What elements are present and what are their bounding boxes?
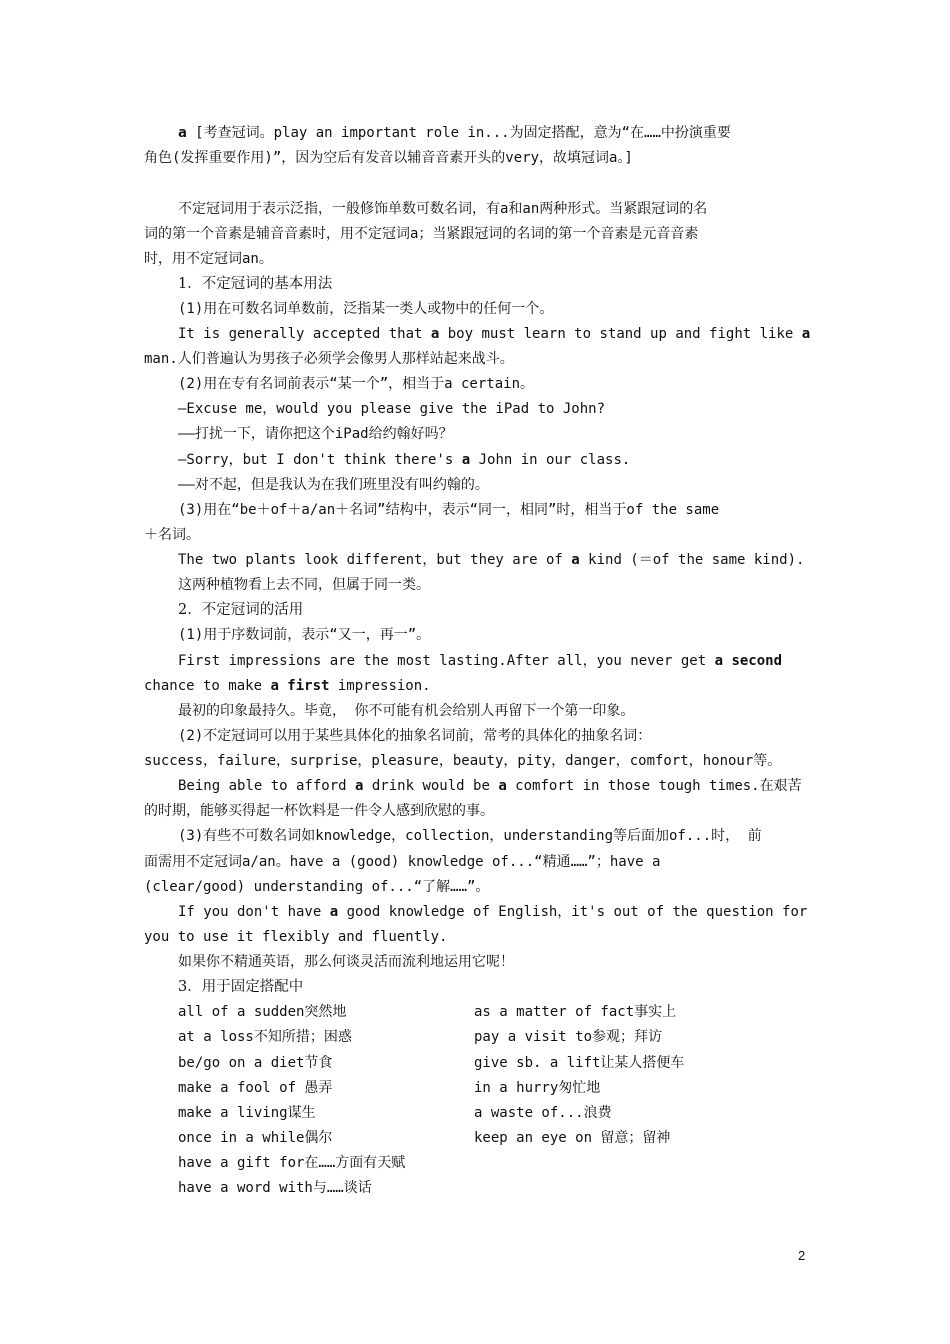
dialog-line-4: ——对不起，但是我认为在我们班里没有叫约翰的。 bbox=[178, 477, 489, 493]
section-2-example-1: First impressions are the most lasting.After all，you never get a second bbox=[178, 653, 783, 669]
section-3-heading: 3．用于固定搭配中 bbox=[178, 979, 304, 995]
section-2-example-2: Being able to afford a drink would be a comfort in those tough times.在艰苦 bbox=[178, 778, 802, 794]
phrase-left-3: be/go on a diet节食 bbox=[178, 1055, 333, 1071]
section-1-example-1-cont: man.人们普遍认为男孩子必须学会像男人那样站起来战斗。 bbox=[144, 351, 514, 367]
section-1-example-1: It is generally accepted that a boy must learn to stand up and fight like a bbox=[178, 326, 811, 342]
phrase-right-5: a waste of...浪费 bbox=[474, 1105, 612, 1121]
section-2-point-2: (2)不定冠词可以用于某些具体化的抽象名词前，常考的具体化的抽象名词： bbox=[178, 728, 652, 744]
phrase-right-3: give sb. a lift让某人搭便车 bbox=[474, 1055, 685, 1071]
dialog-line-1: —Excuse me，would you please give the iPad to John? bbox=[178, 401, 606, 417]
section-1-point-3: (3)用在“be＋of＋a/an＋名词”结构中，表示“同一，相同”时，相当于of the same bbox=[178, 502, 720, 518]
phrase-right-6: keep an eye on 留意；留神 bbox=[474, 1130, 671, 1146]
section-2-point-3-cont-2: (clear/good) understanding of...“了解……”。 bbox=[144, 879, 490, 895]
section-2-heading: 2．不定冠词的活用 bbox=[178, 602, 304, 618]
phrase-right-2: pay a visit to参观；拜访 bbox=[474, 1029, 663, 1045]
phrase-left-1: all of a sudden突然地 bbox=[178, 1004, 347, 1020]
section-1-example-3-translation: 这两种植物看上去不同，但属于同一类。 bbox=[178, 577, 430, 593]
section-2-example-3: If you don't have a good knowledge of English，it's out of the question for bbox=[178, 904, 808, 920]
section-2-example-1-translation: 最初的印象最持久。毕竟， 你不可能有机会给别人再留下一个第一印象。 bbox=[178, 703, 635, 719]
section-1-point-3-cont: ＋名词。 bbox=[144, 527, 200, 543]
phrase-left-5: make a living谋生 bbox=[178, 1105, 316, 1121]
answer-explanation-line-1: a [考查冠词。play an important role in...为固定搭配，意为“在……中扮演重要 bbox=[178, 125, 731, 141]
section-2-example-1-cont: chance to make a first impression. bbox=[144, 678, 431, 694]
intro-line-2: 词的第一个音素是辅音音素时，用不定冠词a；当紧跟冠词的名词的第一个音素是元音音素 bbox=[144, 226, 699, 242]
section-1-point-2: (2)用在专有名词前表示“某一个”，相当于a certain。 bbox=[178, 376, 535, 392]
section-2-example-3-translation: 如果你不精通英语，那么何谈灵活而流利地运用它呢！ bbox=[178, 954, 514, 970]
intro-line-3: 时，用不定冠词an。 bbox=[144, 251, 273, 267]
intro-line-1: 不定冠词用于表示泛指，一般修饰单数可数名词，有a和an两种形式。当紧跟冠词的名 bbox=[178, 201, 708, 217]
section-2-point-3-cont-1: 面需用不定冠词a/an。have a (good) knowledge of...“精通……”；have a bbox=[144, 854, 661, 870]
section-1-heading: 1．不定冠词的基本用法 bbox=[178, 276, 333, 292]
page-number: 2 bbox=[798, 1248, 806, 1263]
phrase-left-7: have a gift for在……方面有天赋 bbox=[178, 1155, 406, 1171]
section-2-point-3: (3)有些不可数名词如knowledge，collection，understanding等后面加of...时， 前 bbox=[178, 828, 762, 844]
answer-explanation-line-2: 角色(发挥重要作用)”，因为空后有发音以辅音音素开头的very，故填冠词a。] bbox=[144, 150, 633, 166]
phrase-left-2: at a loss不知所措；困惑 bbox=[178, 1029, 352, 1045]
section-2-point-2-cont: success，failure，surprise，pleasure，beauty，pity，danger，comfort，honour等。 bbox=[144, 753, 782, 769]
section-2-example-3-cont: you to use it flexibly and fluently. bbox=[144, 929, 448, 945]
section-1-point-1: (1)用在可数名词单数前，泛指某一类人或物中的任何一个。 bbox=[178, 301, 554, 317]
phrase-left-4: make a fool of 愚弄 bbox=[178, 1080, 333, 1096]
phrase-right-1: as a matter of fact事实上 bbox=[474, 1004, 677, 1020]
section-2-example-2-cont: 的时期，能够买得起一杯饮料是一件令人感到欣慰的事。 bbox=[144, 803, 494, 819]
section-2-point-1: (1)用于序数词前，表示“又一，再一”。 bbox=[178, 627, 431, 643]
dialog-line-2: ——打扰一下，请你把这个iPad给约翰好吗？ bbox=[178, 426, 453, 442]
answer-letter: a bbox=[178, 125, 187, 141]
phrase-left-6: once in a while偶尔 bbox=[178, 1130, 333, 1146]
dialog-line-3: —Sorry，but I don't think there's a John in our class. bbox=[178, 452, 631, 468]
phrase-left-8: have a word with与……谈话 bbox=[178, 1180, 372, 1196]
phrase-right-4: in a hurry匆忙地 bbox=[474, 1080, 601, 1096]
section-1-example-3: The two plants look different，but they are of a kind (＝of the same kind). bbox=[178, 552, 805, 568]
